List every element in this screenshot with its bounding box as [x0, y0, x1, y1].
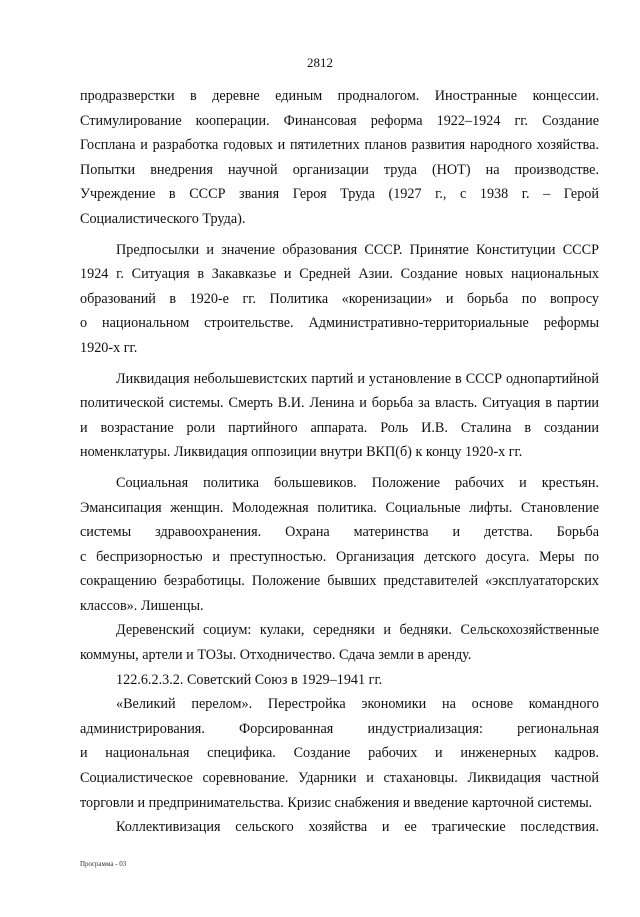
text-line: 122.6.2.3.2. Советский Союз в 1929–1941 гг.	[116, 671, 383, 688]
text-line: «Великий перелом». Перестройка экономики на основе командного	[116, 696, 599, 713]
text-line: о национальном строительстве. Административно-территориальные реформы	[80, 315, 599, 332]
paragraph	[80, 692, 599, 815]
text-line: Учреждение в СССР звания Героя Труда (1927 г., с 1938 г. – Герой	[80, 186, 599, 203]
text-line: системы здравоохранения. Охрана материнства и детства. Борьба	[80, 524, 599, 541]
text-line: Социальная политика большевиков. Положение рабочих и крестьян.	[116, 474, 599, 491]
paragraph	[80, 471, 599, 619]
page-number: 2812	[307, 55, 333, 70]
text-line: Ликвидация небольшевистских партий и установление в СССР однопартийной	[116, 370, 599, 387]
text-line: номенклатуры. Ликвидация оппозиции внутри ВКП(б) к концу 1920-х гг.	[80, 444, 523, 461]
text-line: коммуны, артели и ТОЗы. Отходничество. Сдача земли в аренду.	[80, 647, 472, 664]
paragraph	[80, 84, 599, 232]
body-text	[80, 84, 599, 840]
text-line: с беспризорностью и преступностью. Организация детского досуга. Меры по	[80, 548, 599, 565]
text-line: Социалистическое соревнование. Ударники и стахановцы. Ликвидация частной	[80, 770, 599, 787]
paragraph	[80, 238, 599, 361]
paragraph	[80, 618, 599, 667]
text-line: администрирования. Форсированная индустриализация: региональная	[80, 720, 599, 737]
text-line: Эмансипация женщин. Молодежная политика. Социальные лифты. Становление	[80, 499, 599, 516]
section-heading	[80, 668, 599, 693]
text-line: 1924 г. Ситуация в Закавказье и Средней Азии. Создание новых национальных	[80, 266, 599, 283]
text-line: Госплана и разработка годовых и пятилетних планов развития народного хозяйства.	[80, 137, 599, 154]
text-line: 1920-х гг.	[80, 339, 138, 356]
text-line: Попытки внедрения научной организации труда (НОТ) на производстве.	[80, 161, 599, 178]
text-line: образований в 1920-е гг. Политика «коренизации» и борьба по вопросу	[80, 290, 599, 307]
paragraph	[80, 815, 599, 840]
paragraph	[80, 367, 599, 465]
text-line: и национальная специфика. Создание рабочих и инженерных кадров.	[80, 745, 599, 762]
text-line: и возрастание роли партийного аппарата. Роль И.В. Сталина в создании	[80, 419, 599, 436]
footer-label: Программа - 03	[80, 860, 127, 868]
text-line: продразверстки в деревне единым продналогом. Иностранные концессии.	[80, 88, 599, 104]
text-line: торговли и предпринимательства. Кризис снабжения и введение карточной системы.	[80, 794, 593, 811]
text-line: Стимулирование кооперации. Финансовая реформа 1922–1924 гг. Создание	[80, 112, 599, 129]
text-line: Предпосылки и значение образования СССР. Принятие Конституции СССР	[116, 241, 599, 258]
text-line: Коллективизация сельского хозяйства и ее трагические последствия.	[116, 819, 599, 836]
text-line: сокращению безработицы. Положение бывших представителей «эксплуататорских	[80, 573, 599, 590]
text-line: политической системы. Смерть В.И. Ленина и борьба за власть. Ситуация в партии	[80, 395, 599, 412]
text-line: классов». Лишенцы.	[80, 597, 204, 614]
text-line: Деревенский социум: кулаки, середняки и бедняки. Сельскохозяйственные	[116, 622, 599, 639]
text-line: Социалистического Труда).	[80, 210, 246, 227]
